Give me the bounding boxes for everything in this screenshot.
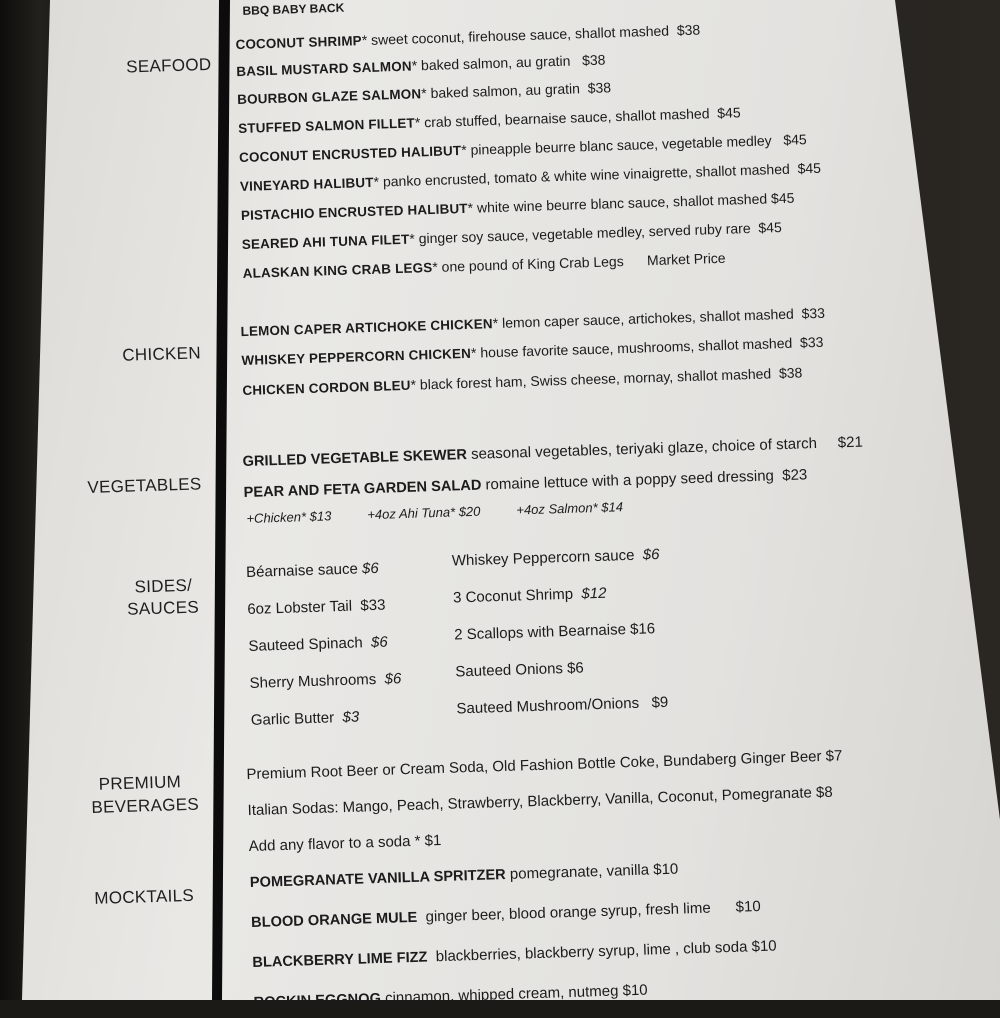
item-price: $38 (587, 79, 612, 97)
item-name: WHISKEY PEPPERCORN CHICKEN (241, 345, 472, 369)
side-name: Garlic Butter (250, 709, 335, 729)
menu-item: COCONUT SHRIMP* sweet coconut, firehouse sauce, shallot mashed $38 (235, 21, 701, 53)
item-price: $38 (676, 21, 701, 39)
item-desc: baked salmon, au gratin (420, 52, 571, 74)
item-name: CHICKEN CORDON BLEU (242, 377, 411, 399)
menu-item (243, 466, 807, 501)
side-item (453, 585, 607, 607)
section-title-sides-line1: SIDES/ (134, 575, 193, 597)
side-price: $33 (360, 596, 386, 615)
item-desc: pineapple beurre blanc sauce, vegetable medley (470, 132, 772, 158)
item-desc: blackberries, blackberry syrup, lime , club soda (435, 938, 748, 966)
beverage-line: Italian Sodas: Mango, Peach, Strawberry, Blackberry, Vanilla, Coconut, Pomegranate $8 (247, 783, 833, 820)
item-name: STUFFED SALMON FILLET (237, 115, 416, 137)
side-price: $6 (370, 633, 388, 652)
section-title-beverages-line2: BEVERAGES (91, 794, 200, 817)
side-name: Whiskey Peppercorn sauce (451, 546, 635, 570)
item-desc: baked salmon, au gratin (430, 80, 581, 101)
item-price: $10 (622, 981, 648, 1000)
side-item (248, 634, 388, 655)
item-price: $45 (716, 104, 741, 121)
item-desc: romaine lettuce with a poppy seed dressing (485, 467, 775, 494)
side-item (246, 560, 379, 581)
side-name: Sauteed Spinach (248, 634, 363, 655)
side-name: Sauteed Mushroom/Onions (456, 694, 640, 718)
addon-option: +4oz Salmon* $14 (516, 499, 624, 518)
item-desc: cinnamon, whipped cream, nutmeg (384, 982, 619, 1007)
section-title-chicken: CHICKEN (121, 343, 202, 365)
item-price: $38 (581, 51, 606, 69)
side-item (251, 709, 360, 729)
section-title-sides-line2: SAUCES (126, 597, 200, 619)
side-name: 6oz Lobster Tail (247, 597, 353, 618)
side-item (456, 694, 668, 718)
item-price: $23 (781, 466, 808, 485)
side-price: $6 (566, 659, 585, 677)
beverage-line: Premium Root Beer or Cream Soda, Old Fashion Bottle Coke, Bundaberg Ginger Beer $7 (246, 747, 843, 784)
item-desc: white wine beurre blanc sauce, shallot mashed (476, 190, 768, 216)
item-name: VINEYARD HALIBUT (239, 174, 374, 195)
side-name: Sauteed Onions (455, 660, 564, 681)
side-price: $12 (581, 584, 607, 603)
item-desc: crab stuffed, bearnaise sauce, shallot mashed (423, 105, 710, 131)
side-name: Sherry Mushrooms (249, 670, 377, 692)
menu-item: STUFFED SALMON FILLET* crab stuffed, bearnaise sauce, shallot mashed $45 (237, 104, 741, 137)
item-name: BLOOD ORANGE MULE (250, 909, 418, 932)
item-name: BLACKBERRY LIME FIZZ (252, 949, 428, 972)
menu-item: ALASKAN KING CRAB LEGS* one pound of King Crab Legs Market Price (242, 249, 726, 281)
side-item (249, 670, 401, 692)
item-desc: ginger beer, blood orange syrup, fresh lime (425, 899, 711, 926)
item-name: ROCKIN EGGNOG (253, 990, 382, 1011)
item-name: PISTACHIO ENCRUSTED HALIBUT (240, 200, 468, 223)
section-title-vegetables: VEGETABLES (87, 474, 202, 497)
side-item (454, 620, 655, 643)
item-name: BASIL MUSTARD SALMON (236, 58, 412, 80)
item-price: $45 (758, 219, 782, 236)
menu-item (252, 938, 777, 971)
side-item (247, 597, 386, 618)
item-desc: ginger soy sauce, vegetable medley, served ruby rare (418, 219, 751, 247)
addon-option: +Chicken* $13 (246, 508, 332, 526)
menu-item: LEMON CAPER ARTICHOKE CHICKEN* lemon caper sauce, artichokes, shallot mashed $33 (240, 304, 826, 340)
side-price: $9 (651, 693, 669, 712)
side-price: $6 (642, 546, 660, 564)
item-desc: panko encrusted, tomato & white wine vinaigrette, shallot mashed (382, 160, 791, 190)
section-title-seafood: SEAFOOD (125, 54, 212, 77)
side-price: $16 (629, 620, 656, 638)
item-price: $38 (778, 364, 803, 382)
item-name: LEMON CAPER ARTICHOKE CHICKEN (240, 316, 493, 340)
salad-addons (246, 498, 659, 526)
beverage-line: Add any flavor to a soda * $1 (248, 832, 442, 856)
item-price: $33 (799, 333, 824, 351)
item-name: COCONUT SHRIMP (235, 33, 363, 53)
menu-item: VINEYARD HALIBUT* panko encrusted, tomato & white wine vinaigrette, shallot mashed $45 (239, 159, 822, 195)
menu-item (253, 982, 647, 1011)
item-price: $21 (837, 433, 864, 452)
item-price: $10 (652, 860, 679, 879)
item-name: COCONUT ENCRUSTED HALIBUT (238, 143, 462, 166)
side-name: Béarnaise sauce (245, 560, 359, 582)
item-desc: black forest ham, Swiss cheese, mornay, shallot mashed (419, 365, 772, 393)
side-price: $6 (361, 559, 379, 578)
menu-item: SEARED AHI TUNA FILET* ginger soy sauce, vegetable medley, served ruby rare $45 (241, 219, 782, 252)
item-price: Market Price (646, 249, 726, 269)
item-name: POMEGRANATE VANILLA SPRITZER (249, 867, 506, 892)
item-price: $45 (783, 131, 807, 148)
item-price: $33 (801, 304, 826, 322)
item-name: SEARED AHI TUNA FILET (241, 231, 410, 252)
menu-item: BASIL MUSTARD SALMON* baked salmon, au gratin $38 (236, 51, 606, 80)
side-item (452, 546, 660, 570)
menu-item (242, 434, 863, 470)
menu-item: BOURBON GLAZE SALMON* baked salmon, au gratin $38 (237, 79, 612, 108)
menu-item: CHICKEN CORDON BLEU* black forest ham, Swiss cheese, mornay, shallot mashed $38 (242, 364, 803, 399)
addon-option: +4oz Ahi Tuna* $20 (367, 503, 481, 523)
section-title-mocktails: MOCKTAILS (94, 885, 195, 908)
menu-item: COCONUT ENCRUSTED HALIBUT* pineapple beurre blanc sauce, vegetable medley $45 (238, 131, 807, 166)
section-title-beverages-line1: PREMIUM (98, 772, 182, 794)
menu-item (250, 861, 679, 891)
menu-item: PISTACHIO ENCRUSTED HALIBUT* white wine beurre blanc sauce, shallot mashed $45 (240, 189, 795, 223)
item-price: $10 (751, 937, 777, 956)
item-desc: sweet coconut, firehouse sauce, shallot mashed (370, 22, 670, 48)
item-name: ALASKAN KING CRAB LEGS (242, 260, 433, 281)
item-desc: seasonal vegetables, teriyaki glaze, choice of starch (470, 435, 818, 463)
item-desc: lemon caper sauce, artichokes, shallot mashed (501, 305, 795, 331)
item-price: $45 (770, 189, 795, 207)
item-name: PEAR AND FETA GARDEN SALAD (243, 477, 482, 502)
item-desc: house favorite sauce, mushrooms, shallot mashed (480, 334, 793, 361)
item-price: $45 (797, 159, 822, 177)
side-item (455, 659, 584, 680)
top-partial-text: BBQ BABY BACK (242, 0, 345, 18)
menu-item: WHISKEY PEPPERCORN CHICKEN* house favorite sauce, mushrooms, shallot mashed $33 (241, 333, 824, 369)
side-name: 2 Scallops with Bearnaise (453, 621, 627, 644)
side-name: 3 Coconut Shrimp (452, 585, 574, 607)
item-desc: one pound of King Crab Legs (441, 253, 624, 275)
menu-item (251, 898, 761, 931)
side-price: $3 (342, 708, 360, 727)
item-price: $10 (735, 898, 761, 916)
item-name: GRILLED VEGETABLE SKEWER (242, 447, 468, 471)
item-name: BOURBON GLAZE SALMON (237, 86, 422, 108)
item-desc: pomegranate, vanilla (509, 861, 650, 883)
side-price: $6 (384, 670, 402, 688)
